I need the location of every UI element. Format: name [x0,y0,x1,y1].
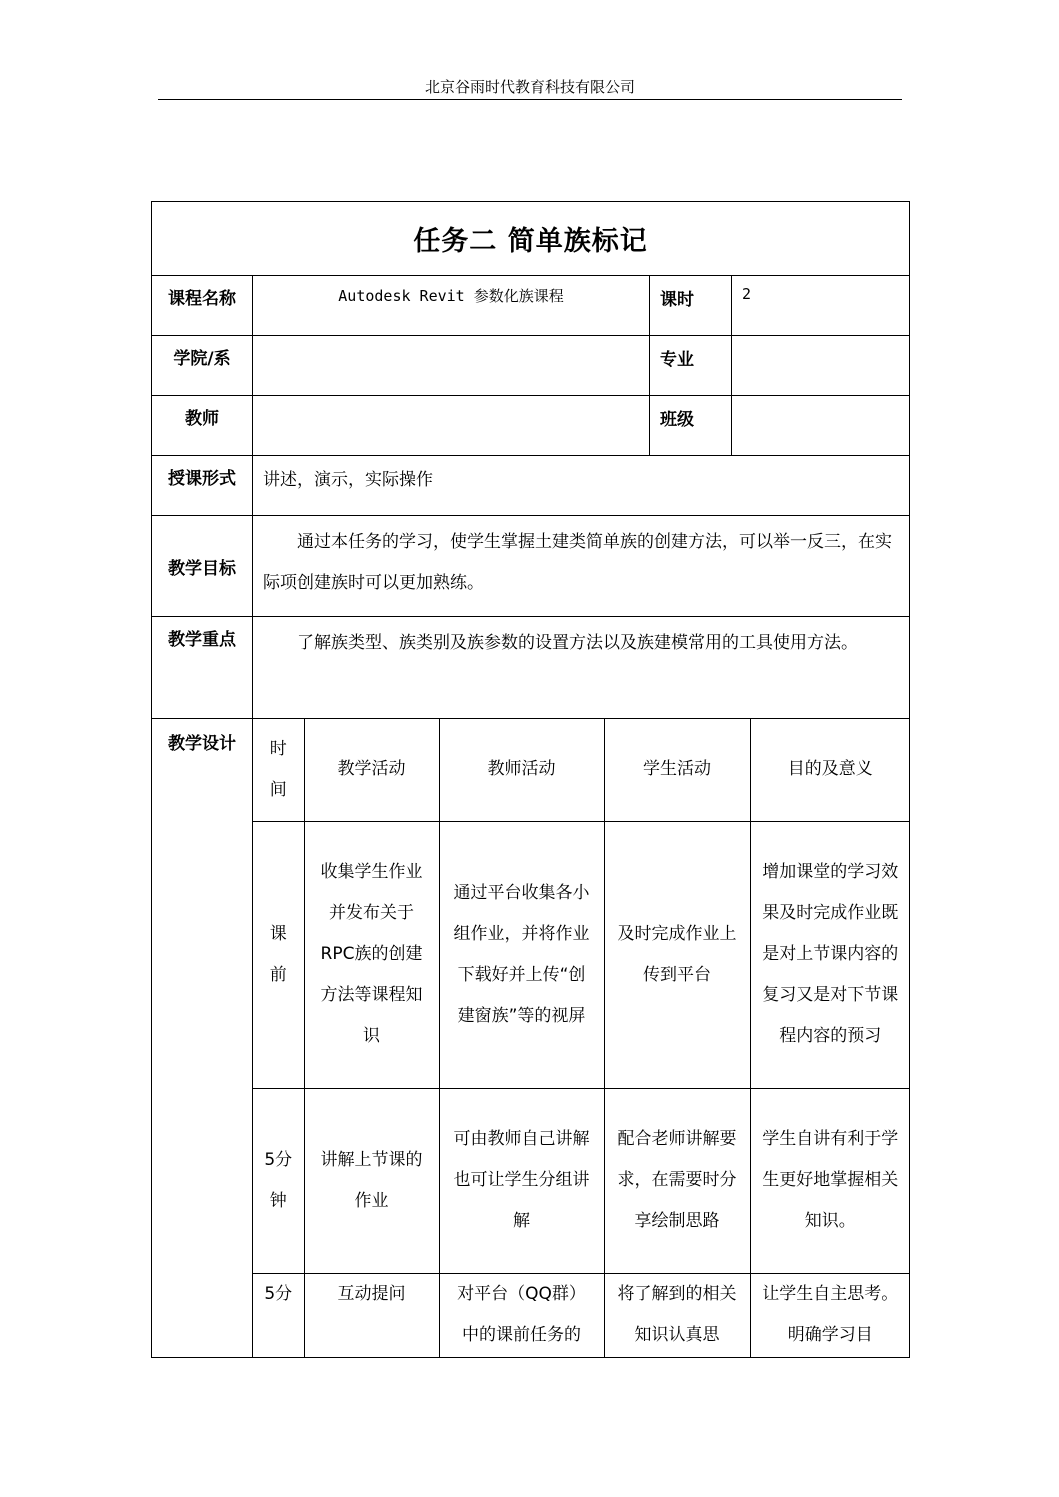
design-cell-time: 5分钟 [253,1088,304,1273]
class-value [732,396,910,456]
major-label: 专业 [650,336,732,396]
design-header-time: 时间 [253,719,304,821]
document-title: 任务二 简单族标记 [152,202,910,276]
design-label: 教学设计 [152,719,253,1358]
focus-label: 教学重点 [152,617,253,719]
class-label: 班级 [650,396,732,456]
college-value [253,336,650,396]
design-row [253,1088,910,1273]
goal-value: 通过本任务的学习，使学生掌握土建类简单族的创建方法，可以举一反三，在实际项创建族时可以更加熟练。 [253,516,910,617]
course-name-value: Autodesk Revit 参数化族课程 [253,276,650,336]
goal-label: 教学目标 [152,516,253,617]
design-grid-container [253,719,910,1358]
design-header-activity: 教学活动 [304,719,439,821]
design-cell-activity: 互动提问 [304,1273,439,1357]
design-cell-time: 5分 [253,1273,304,1357]
header-divider [158,99,902,100]
major-value [732,336,910,396]
focus-value: 了解族类型、族类别及族参数的设置方法以及族建模常用的工具使用方法。 [253,617,910,719]
format-label: 授课形式 [152,456,253,516]
design-cell-activity: 收集学生作业并发布关于RPC族的创建方法等课程知识 [304,821,439,1088]
teacher-value [253,396,650,456]
design-header-student: 学生活动 [604,719,750,821]
design-cell-student: 将了解到的相关知识认真思 [604,1273,750,1357]
lesson-plan-table [151,201,910,1358]
design-cell-teacher: 通过平台收集各小组作业，并将作业下载好并上传“创建窗族”等的视屏 [439,821,604,1088]
teacher-label: 教师 [152,396,253,456]
teaching-design-grid [253,719,910,1357]
course-name-label: 课程名称 [152,276,253,336]
design-cell-purpose: 让学生自主思考。明确学习目 [750,1273,910,1357]
design-cell-purpose: 增加课堂的学习效果及时完成作业既是对上节课内容的复习又是对下节课程内容的预习 [750,821,910,1088]
design-cell-teacher: 可由教师自己讲解也可让学生分组讲解 [439,1088,604,1273]
design-cell-student: 配合老师讲解要求，在需要时分享绘制思路 [604,1088,750,1273]
design-cell-time: 课前 [253,821,304,1088]
design-cell-purpose: 学生自讲有利于学生更好地掌握相关知识。 [750,1088,910,1273]
design-row [253,1273,910,1357]
format-value: 讲述，演示，实际操作 [253,456,910,516]
college-label: 学院/系 [152,336,253,396]
design-row [253,821,910,1088]
design-cell-teacher: 对平台（QQ群）中的课前任务的 [439,1273,604,1357]
hours-label: 课时 [650,276,732,336]
design-cell-activity: 讲解上节课的作业 [304,1088,439,1273]
design-header-teacher: 教师活动 [439,719,604,821]
design-cell-student: 及时完成作业上传到平台 [604,821,750,1088]
hours-value: 2 [732,276,910,336]
design-header-purpose: 目的及意义 [750,719,910,821]
page-header-company: 北京谷雨时代教育科技有限公司 [424,78,635,96]
